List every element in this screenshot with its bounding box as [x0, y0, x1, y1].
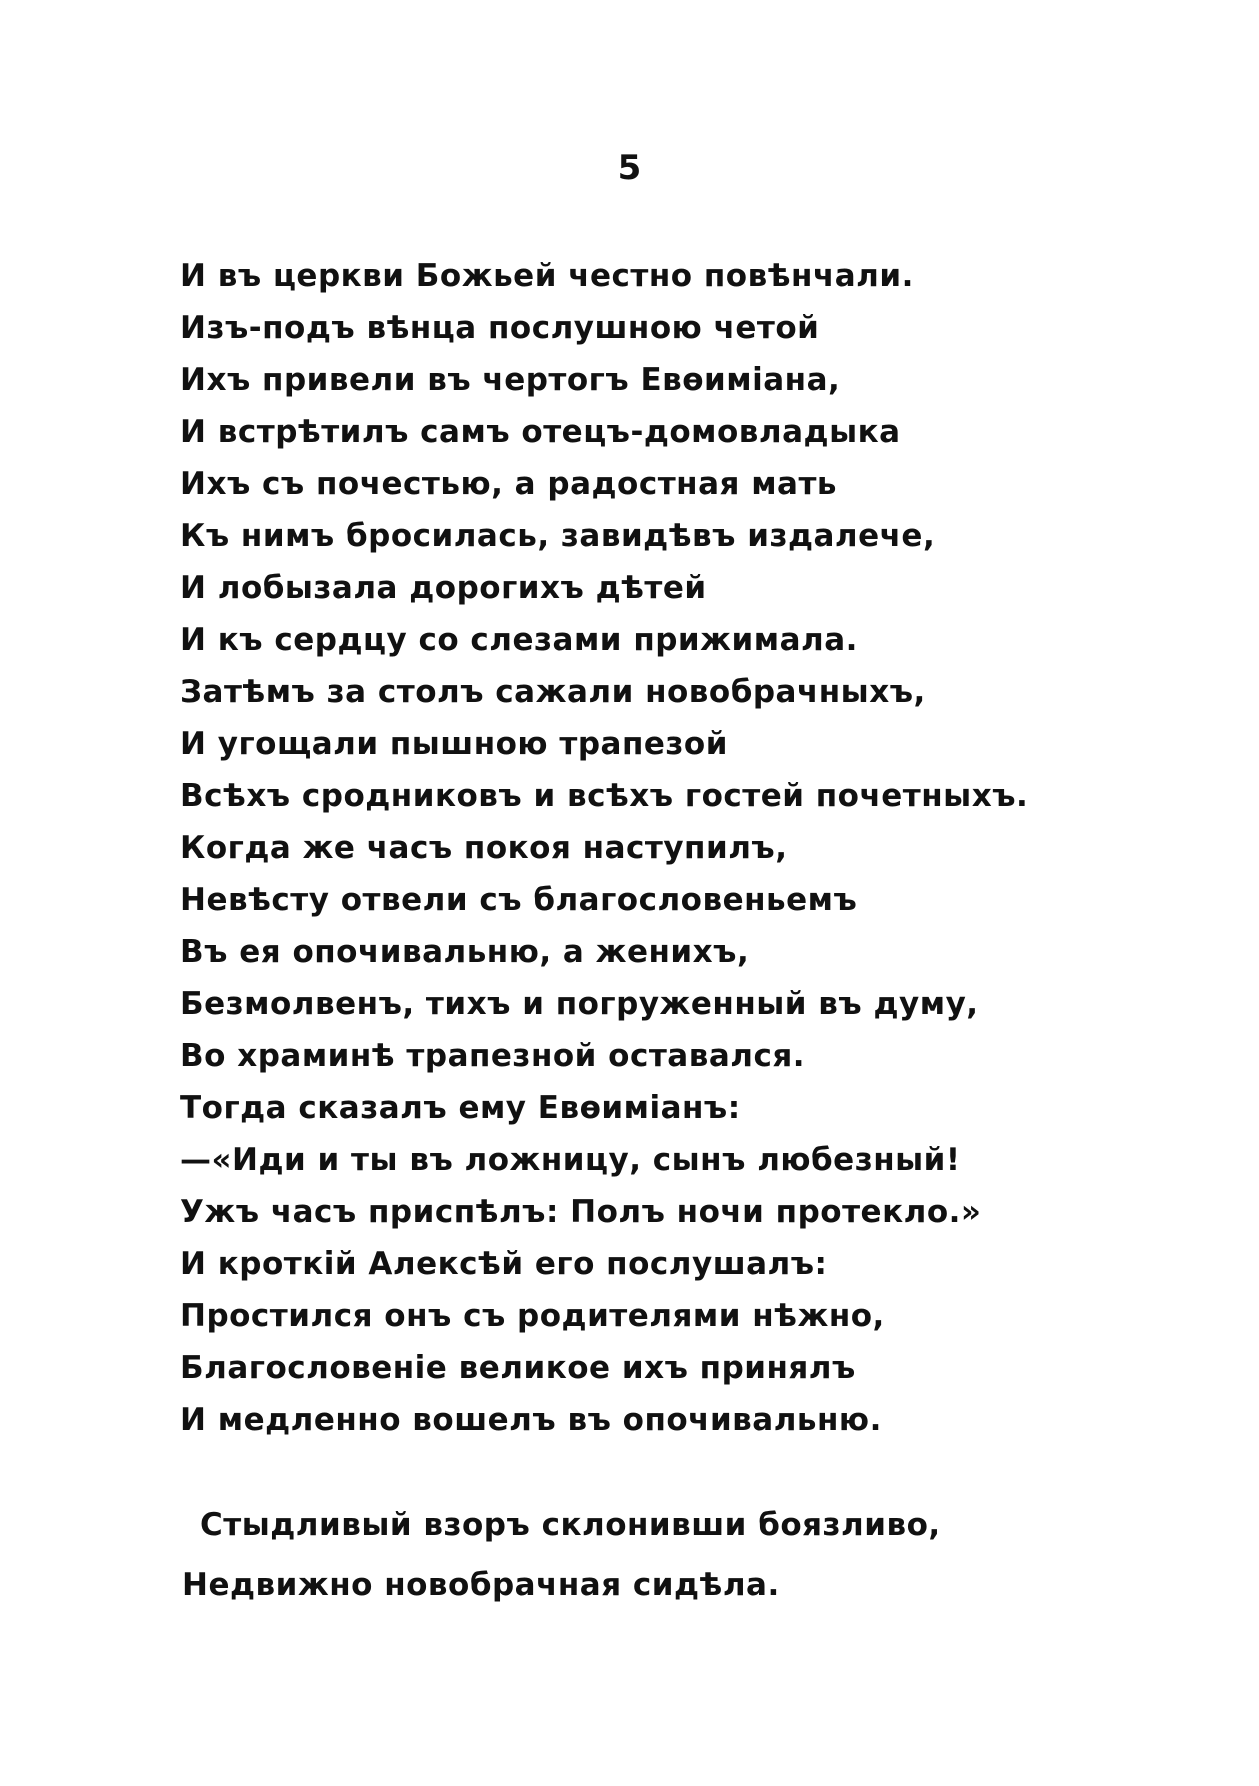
stanza-2: [182, 1495, 941, 1615]
verse-line: Всѣхъ сродниковъ и всѣхъ гостей почетныхъ.: [180, 778, 1029, 814]
verse-line: И встрѣтилъ самъ отецъ-домовладыка: [180, 414, 901, 450]
verse-line: Стыдливый взоръ склонивши боязливо,: [200, 1507, 941, 1543]
verse-line: И кроткій Алексѣй его послушалъ:: [180, 1246, 828, 1282]
verse-line: И къ сердцу со слезами прижимала.: [180, 622, 858, 658]
verse-line: И угощали пышною трапезой: [180, 726, 728, 762]
verse-line: И медленно вошелъ въ опочивальню.: [180, 1402, 882, 1438]
verse-line: Когда же часъ покоя наступилъ,: [180, 830, 788, 866]
verse-line: Ихъ привели въ чертогъ Евѳиміана,: [180, 362, 841, 398]
verse-line: Невѣсту отвели съ благословеньемъ: [180, 882, 858, 918]
stanza-1: [180, 250, 1028, 1446]
verse-line: Тогда сказалъ ему Евѳиміанъ:: [180, 1090, 741, 1126]
verse-line: Ихъ съ почестью, а радостная мать: [180, 466, 838, 502]
verse-line: —«Иди и ты въ ложницу, сынъ любезный!: [180, 1142, 961, 1178]
verse-line: И въ церкви Божьей честно повѣнчали.: [180, 258, 914, 294]
verse-line: Простился онъ съ родителями нѣжно,: [180, 1298, 885, 1334]
page-number: 5: [617, 148, 642, 188]
verse-line: Къ нимъ бросилась, завидѣвъ издалече,: [180, 518, 936, 554]
verse-line: Во храминѣ трапезной оставался.: [180, 1038, 806, 1074]
verse-line: Ужъ часъ приспѣлъ: Полъ ночи протекло.»: [180, 1194, 982, 1230]
verse-line: Недвижно новобрачная сидѣла.: [182, 1567, 780, 1603]
verse-line: Затѣмъ за столъ сажали новобрачныхъ,: [180, 674, 926, 710]
verse-line: Безмолвенъ, тихъ и погруженный въ думу,: [180, 986, 979, 1022]
verse-line: Благословеніе великое ихъ принялъ: [180, 1350, 856, 1386]
verse-line: Изъ-подъ вѣнца послушною четой: [180, 310, 820, 346]
verse-line: И лобызала дорогихъ дѣтей: [180, 570, 707, 606]
verse-line: Въ ея опочивальню, а женихъ,: [180, 934, 750, 970]
